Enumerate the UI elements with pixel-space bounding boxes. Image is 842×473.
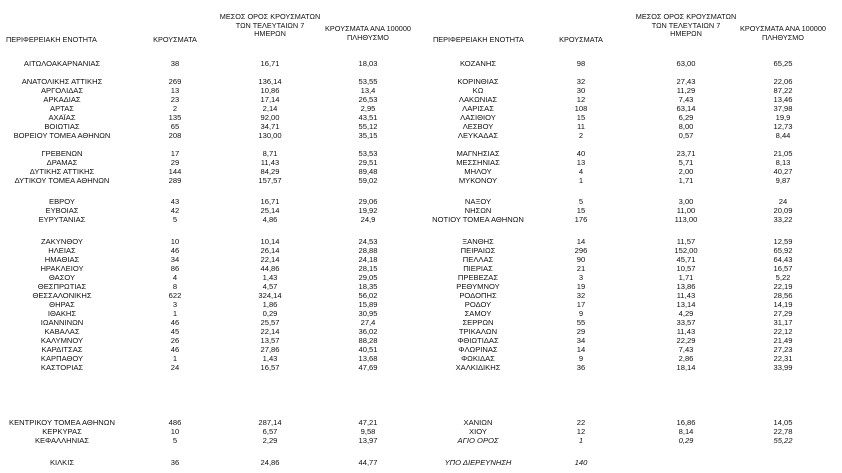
avg-7-days-value: 11,00 (676, 206, 696, 215)
region-name: ΛΑΣΙΘΙΟΥ (460, 113, 496, 122)
left-header-per100k (325, 25, 411, 42)
region-name: ΘΕΣΣΑΛΟΝΙΚΗΣ (32, 291, 92, 300)
per-100k-value: 21,49 (773, 336, 793, 345)
avg-7-days-value: 16,86 (676, 418, 696, 427)
right-header-region (433, 36, 524, 45)
cases-value: 21 (576, 264, 586, 273)
region-name: ΑΝΑΤΟΛΙΚΗΣ ΑΤΤΙΚΗΣ (21, 77, 103, 86)
avg-7-days-value: 84,29 (260, 167, 280, 176)
avg-7-days-value: 16,71 (260, 59, 280, 68)
per-100k-value: 53,53 (358, 149, 378, 158)
avg-7-days-value: 10,57 (676, 264, 696, 273)
header-text: ΠΕΡΙΦΕΡΕΙΑΚΗ ΕΝΟΤΗΤΑ (6, 35, 97, 44)
cases-value: 12 (576, 95, 586, 104)
region-name: ΑΧΑΪΑΣ (48, 113, 76, 122)
per-100k-value: 16,57 (773, 264, 793, 273)
per-100k-value: 87,22 (773, 86, 793, 95)
avg-7-days-value: 6,29 (678, 113, 694, 122)
avg-7-days-value: 157,57 (258, 176, 282, 185)
cases-value: 176 (574, 215, 588, 224)
per-100k-value: 22,06 (773, 77, 793, 86)
per-100k-value: 35,15 (358, 131, 378, 140)
per-100k-value: 9,87 (775, 176, 791, 185)
per-100k-value: 22,31 (773, 354, 793, 363)
cases-value: 55 (576, 318, 586, 327)
region-name: ΦΩΚΙΔΑΣ (461, 354, 495, 363)
region-name: ΛΕΣΒΟΥ (462, 122, 494, 131)
avg-7-days-value: 33,57 (676, 318, 696, 327)
cases-value: 296 (574, 246, 588, 255)
right-header-avg (636, 13, 736, 39)
avg-7-days-value: 0,57 (678, 131, 694, 140)
region-name: ΡΕΘΥΜΝΟΥ (456, 282, 500, 291)
per-100k-value: 27,4 (360, 318, 376, 327)
avg-7-days-value: 8,00 (678, 122, 694, 131)
per-100k-value: 55,12 (358, 122, 378, 131)
per-100k-value: 22,78 (773, 427, 793, 436)
avg-7-days-value: 4,29 (678, 309, 694, 318)
cases-value: 46 (170, 246, 180, 255)
region-name: ΚΑΛΥΜΝΟΥ (40, 336, 84, 345)
cases-value: 98 (576, 59, 586, 68)
avg-7-days-value: 5,71 (678, 158, 694, 167)
left-header-region (6, 36, 97, 45)
avg-7-days-value: 11,57 (676, 237, 696, 246)
header-text: ΠΛΗΘΥΣΜΟ (762, 32, 804, 42)
region-name: ΜΑΓΝΗΣΙΑΣ (456, 149, 500, 158)
per-100k-value: 14,19 (773, 300, 793, 309)
avg-7-days-value: 4,57 (262, 282, 278, 291)
per-100k-value: 19,92 (358, 206, 378, 215)
avg-7-days-value: 1,71 (678, 176, 694, 185)
cases-value: 1 (172, 309, 178, 318)
cases-value: 65 (170, 122, 180, 131)
region-name: ΠΕΛΛΑΣ (462, 255, 494, 264)
region-name: ΕΥΡΥΤΑΝΙΑΣ (38, 215, 86, 224)
region-name: ΒΟΡΕΙΟΥ ΤΟΜΕΑ ΑΘΗΝΩΝ (13, 131, 111, 140)
header-text: ΚΡΟΥΣΜΑΤΑ (559, 35, 603, 44)
avg-7-days-value: 26,14 (260, 246, 280, 255)
avg-7-days-value: 2,86 (678, 354, 694, 363)
region-name: ΛΕΥΚΑΔΑΣ (457, 131, 499, 140)
per-100k-value: 59,02 (358, 176, 378, 185)
cases-value: 144 (168, 167, 182, 176)
region-name: ΗΡΑΚΛΕΙΟΥ (40, 264, 84, 273)
region-name: ΝΑΞΟΥ (464, 197, 492, 206)
avg-7-days-value: 22,29 (676, 336, 696, 345)
region-name: ΦΛΩΡΙΝΑΣ (458, 345, 498, 354)
region-name: ΗΛΕΙΑΣ (48, 246, 76, 255)
region-name: ΒΟΙΩΤΙΑΣ (44, 122, 80, 131)
cases-value: 29 (170, 158, 180, 167)
avg-7-days-value: 27,86 (260, 345, 280, 354)
avg-7-days-value: 16,71 (260, 197, 280, 206)
region-name: ΓΡΕΒΕΝΩΝ (41, 149, 83, 158)
avg-7-days-value: 8,71 (262, 149, 278, 158)
region-name: ΜΥΚΟΝΟΥ (458, 176, 498, 185)
per-100k-value: 13,4 (360, 86, 376, 95)
per-100k-value: 65,25 (773, 59, 793, 68)
avg-7-days-value: 11,43 (260, 158, 280, 167)
region-name: ΚΑΡΔΙΤΣΑΣ (41, 345, 83, 354)
region-name: ΑΡΚΑΔΙΑΣ (43, 95, 81, 104)
cases-value: 17 (170, 149, 180, 158)
avg-7-days-value: 22,14 (260, 255, 280, 264)
avg-7-days-value: 136,14 (258, 77, 282, 86)
cases-value: 36 (576, 363, 586, 372)
per-100k-value: 8,44 (775, 131, 791, 140)
avg-7-days-value: 7,43 (678, 95, 694, 104)
region-name: ΖΑΚΥΝΘΟΥ (41, 237, 83, 246)
cases-value: 46 (170, 345, 180, 354)
region-name: ΝΟΤΙΟΥ ΤΟΜΕΑ ΑΘΗΝΩΝ (432, 215, 524, 224)
avg-7-days-value: 7,43 (678, 345, 694, 354)
region-name: ΚΕΝΤΡΙΚΟΥ ΤΟΜΕΑ ΑΘΗΝΩΝ (9, 418, 115, 427)
region-name: ΥΠΟ ΔΙΕΡΕΥΝΗΣΗ (444, 458, 512, 467)
avg-7-days-value: 18,14 (676, 363, 696, 372)
region-name: ΑΡΓΟΛΙΔΑΣ (40, 86, 84, 95)
per-100k-value: 27,23 (773, 345, 793, 354)
per-100k-value: 12,59 (773, 237, 793, 246)
cases-value: 9 (578, 354, 584, 363)
per-100k-value: 19,9 (775, 113, 791, 122)
per-100k-value: 44,77 (358, 458, 378, 467)
avg-7-days-value: 92,00 (260, 113, 280, 122)
per-100k-value: 47,69 (358, 363, 378, 372)
cases-value: 32 (576, 291, 586, 300)
right-header-per100k (740, 25, 826, 42)
cases-value: 11 (577, 122, 585, 131)
per-100k-value: 28,88 (358, 246, 378, 255)
avg-7-days-value: 13,14 (676, 300, 696, 309)
per-100k-value: 13,68 (358, 354, 378, 363)
per-100k-value: 36,02 (358, 327, 378, 336)
avg-7-days-value: 13,86 (676, 282, 696, 291)
region-name: ΕΒΡΟΥ (49, 197, 75, 206)
region-name: ΑΓΙΟ ΟΡΟΣ (457, 436, 499, 445)
avg-7-days-value: 22,14 (260, 327, 280, 336)
cases-value: 289 (168, 176, 182, 185)
avg-7-days-value: 24,86 (260, 458, 280, 467)
avg-7-days-value: 8,14 (678, 427, 694, 436)
cases-value: 3 (172, 300, 178, 309)
region-name: ΑΡΤΑΣ (50, 104, 74, 113)
header-text: ΜΕΣΟΣ ΟΡΟΣ ΚΡΟΥΣΜΑΤΩΝ (219, 12, 321, 21)
region-name: ΚΑΒΑΛΑΣ (44, 327, 80, 336)
header-text: ΗΜΕΡΩΝ (670, 29, 702, 39)
per-100k-value: 33,22 (773, 215, 793, 224)
avg-7-days-value: 63,00 (676, 59, 696, 68)
avg-7-days-value: 2,29 (262, 436, 278, 445)
avg-7-days-value: 0,29 (262, 309, 278, 318)
cases-value: 30 (576, 86, 586, 95)
cases-value: 622 (168, 291, 182, 300)
avg-7-days-value: 11,43 (676, 291, 696, 300)
region-name: ΘΑΣΟΥ (48, 273, 76, 282)
per-100k-value: 20,09 (773, 206, 793, 215)
per-100k-value: 37,98 (773, 104, 793, 113)
cases-value: 26 (170, 336, 180, 345)
region-name: ΤΡΙΚΑΛΩΝ (458, 327, 498, 336)
cases-value: 32 (576, 77, 586, 86)
cases-value: 29 (576, 327, 586, 336)
region-name: ΘΕΣΠΡΩΤΙΑΣ (37, 282, 87, 291)
header-text: ΤΩΝ ΤΕΛΕΥΤΑΙΩΝ 7 (235, 20, 305, 30)
region-name: ΛΑΡΙΣΑΣ (462, 104, 494, 113)
region-name: ΚΕΡΚΥΡΑΣ (42, 427, 82, 436)
cases-value: 40 (576, 149, 586, 158)
region-name: ΑΙΤΩΛΟΑΚΑΡΝΑΝΙΑΣ (23, 59, 101, 68)
per-100k-value: 2,95 (360, 104, 376, 113)
avg-7-days-value: 11,43 (676, 327, 696, 336)
per-100k-value: 88,28 (358, 336, 378, 345)
region-name: ΚΟΡΙΝΘΙΑΣ (457, 77, 499, 86)
per-100k-value: 27,29 (773, 309, 793, 318)
avg-7-days-value: 25,14 (260, 206, 280, 215)
cases-value: 86 (170, 264, 180, 273)
per-100k-value: 14,05 (773, 418, 793, 427)
per-100k-value: 26,53 (358, 95, 378, 104)
avg-7-days-value: 324,14 (258, 291, 282, 300)
cases-value: 46 (170, 318, 180, 327)
cases-value: 13 (170, 86, 180, 95)
avg-7-days-value: 44,86 (260, 264, 280, 273)
cases-value: 8 (172, 282, 178, 291)
per-100k-value: 31,17 (773, 318, 793, 327)
per-100k-value: 28,15 (358, 264, 378, 273)
avg-7-days-value: 113,00 (674, 215, 698, 224)
avg-7-days-value: 0,29 (678, 436, 694, 445)
cases-value: 269 (168, 77, 182, 86)
cases-value: 2 (172, 104, 178, 113)
region-name: ΧΙΟΥ (469, 427, 487, 436)
per-100k-value: 12,73 (773, 122, 793, 131)
avg-7-days-value: 1,43 (262, 273, 278, 282)
avg-7-days-value: 17,14 (260, 95, 280, 104)
cases-value: 10 (170, 237, 180, 246)
region-name: ΣΑΜΟΥ (464, 309, 492, 318)
avg-7-days-value: 10,86 (260, 86, 280, 95)
region-name: ΔΥΤΙΚΟΥ ΤΟΜΕΑ ΑΘΗΝΩΝ (14, 176, 110, 185)
header-text: ΠΕΡΙΦΕΡΕΙΑΚΗ ΕΝΟΤΗΤΑ (433, 35, 524, 44)
per-100k-value: 56,02 (358, 291, 378, 300)
per-100k-value: 24,53 (358, 237, 378, 246)
cases-value: 22 (576, 418, 586, 427)
header-text: ΠΛΗΘΥΣΜΟ (347, 32, 389, 42)
header-text: ΗΜΕΡΩΝ (254, 29, 286, 39)
per-100k-value: 40,51 (358, 345, 378, 354)
region-name: ΠΡΕΒΕΖΑΣ (457, 273, 499, 282)
cases-value: 2 (578, 131, 584, 140)
left-header-cases (153, 36, 197, 45)
per-100k-value: 8,13 (775, 158, 791, 167)
region-name: ΦΘΙΩΤΙΔΑΣ (457, 336, 499, 345)
header-text: ΚΡΟΥΣΜΑΤΑ ΑΝΑ 100000 (325, 24, 411, 33)
per-100k-value: 21,05 (773, 149, 793, 158)
per-100k-value: 18,35 (358, 282, 378, 291)
per-100k-value: 9,58 (360, 427, 376, 436)
per-100k-value: 13,97 (358, 436, 378, 445)
cases-value: 34 (576, 336, 586, 345)
per-100k-value: 65,92 (773, 246, 793, 255)
cases-value: 13 (576, 158, 586, 167)
region-name: ΕΥΒΟΙΑΣ (45, 206, 79, 215)
cases-value: 12 (576, 427, 586, 436)
per-100k-value: 29,06 (358, 197, 378, 206)
avg-7-days-value: 1,71 (678, 273, 694, 282)
per-100k-value: 47,21 (358, 418, 378, 427)
cases-value: 24 (170, 363, 180, 372)
avg-7-days-value: 152,00 (674, 246, 698, 255)
cases-value: 15 (576, 206, 586, 215)
region-name: ΠΕΙΡΑΙΩΣ (460, 246, 496, 255)
per-100k-value: 28,56 (773, 291, 793, 300)
avg-7-days-value: 3,00 (678, 197, 694, 206)
cases-value: 5 (172, 436, 178, 445)
per-100k-value: 24,9 (360, 215, 376, 224)
per-100k-value: 18,03 (358, 59, 378, 68)
per-100k-value: 30,95 (358, 309, 378, 318)
per-100k-value: 22,19 (773, 282, 793, 291)
region-name: ΣΕΡΡΩΝ (462, 318, 494, 327)
region-name: ΡΟΔΟΥ (464, 300, 492, 309)
avg-7-days-value: 1,43 (262, 354, 278, 363)
region-name: ΧΑΛΚΙΔΙΚΗΣ (455, 363, 501, 372)
cases-value: 14 (576, 237, 586, 246)
avg-7-days-value: 63,14 (676, 104, 696, 113)
cases-value: 14 (576, 345, 586, 354)
per-100k-value: 29,51 (358, 158, 378, 167)
avg-7-days-value: 16,57 (260, 363, 280, 372)
per-100k-value: 13,46 (773, 95, 793, 104)
cases-value: 23 (170, 95, 180, 104)
per-100k-value: 53,55 (358, 77, 378, 86)
cases-value: 19 (576, 282, 586, 291)
cases-value: 1 (578, 176, 584, 185)
region-name: ΡΟΔΟΠΗΣ (459, 291, 497, 300)
avg-7-days-value: 2,00 (678, 167, 694, 176)
header-text: ΚΡΟΥΣΜΑΤΑ ΑΝΑ 100000 (740, 24, 826, 33)
cases-value: 486 (168, 418, 182, 427)
region-name: ΘΗΡΑΣ (49, 300, 75, 309)
per-100k-value: 40,27 (773, 167, 793, 176)
region-name: ΚΟΖΑΝΗΣ (459, 59, 497, 68)
per-100k-value: 24 (778, 197, 788, 206)
header-text: ΚΡΟΥΣΜΑΤΑ (153, 35, 197, 44)
avg-7-days-value: 4,86 (262, 215, 278, 224)
cases-value: 34 (170, 255, 180, 264)
cases-value: 140 (574, 458, 588, 467)
region-name: ΚΩ (472, 86, 484, 95)
cases-value: 1 (172, 354, 178, 363)
region-name: ΔΡΑΜΑΣ (46, 158, 78, 167)
region-name: ΗΜΑΘΙΑΣ (44, 255, 80, 264)
cases-value: 108 (574, 104, 588, 113)
left-header-avg (220, 13, 320, 39)
region-name: ΚΑΣΤΟΡΙΑΣ (40, 363, 84, 372)
avg-7-days-value: 1,86 (262, 300, 278, 309)
cases-value: 42 (170, 206, 180, 215)
per-100k-value: 55,22 (773, 436, 793, 445)
per-100k-value: 5,22 (775, 273, 791, 282)
region-name: ΙΘΑΚΗΣ (47, 309, 77, 318)
region-name: ΞΑΝΘΗΣ (462, 237, 494, 246)
cases-value: 5 (578, 197, 584, 206)
region-name: ΔΥΤΙΚΗΣ ΑΤΤΙΚΗΣ (29, 167, 95, 176)
cases-value: 90 (576, 255, 586, 264)
header-text: ΤΩΝ ΤΕΛΕΥΤΑΙΩΝ 7 (651, 20, 721, 30)
region-name: ΜΗΛΟΥ (464, 167, 492, 176)
cases-value: 208 (168, 131, 182, 140)
cases-value: 38 (170, 59, 180, 68)
per-100k-value: 22,12 (773, 327, 793, 336)
cases-value: 43 (170, 197, 180, 206)
region-name: ΛΑΚΩΝΙΑΣ (458, 95, 498, 104)
avg-7-days-value: 27,43 (676, 77, 696, 86)
avg-7-days-value: 34,71 (260, 122, 280, 131)
avg-7-days-value: 2,14 (262, 104, 278, 113)
per-100k-value: 43,51 (358, 113, 378, 122)
avg-7-days-value: 11,29 (676, 86, 696, 95)
avg-7-days-value: 287,14 (258, 418, 282, 427)
per-100k-value: 33,99 (773, 363, 793, 372)
cases-value: 36 (170, 458, 180, 467)
per-100k-value: 29,05 (358, 273, 378, 282)
region-name: ΚΕΦΑΛΛΗΝΙΑΣ (34, 436, 90, 445)
cases-value: 9 (578, 309, 584, 318)
region-name: ΜΕΣΣΗΝΙΑΣ (456, 158, 500, 167)
avg-7-days-value: 45,71 (676, 255, 696, 264)
per-100k-value: 24,18 (358, 255, 378, 264)
right-header-cases (559, 36, 603, 45)
cases-value: 4 (172, 273, 178, 282)
cases-value: 4 (578, 167, 584, 176)
avg-7-days-value: 23,71 (676, 149, 696, 158)
cases-value: 45 (170, 327, 180, 336)
per-100k-value: 64,43 (773, 255, 793, 264)
region-name: ΝΗΣΩΝ (464, 206, 492, 215)
region-name: ΠΙΕΡΙΑΣ (463, 264, 493, 273)
region-name: ΚΑΡΠΑΘΟΥ (40, 354, 84, 363)
cases-value: 15 (576, 113, 586, 122)
cases-value: 1 (578, 436, 584, 445)
avg-7-days-value: 130,00 (258, 131, 282, 140)
cases-value: 135 (168, 113, 182, 122)
region-name: ΙΩΑΝΝΙΝΩΝ (40, 318, 84, 327)
avg-7-days-value: 10,14 (260, 237, 280, 246)
region-name: ΧΑΝΙΩΝ (463, 418, 493, 427)
per-100k-value: 15,89 (358, 300, 378, 309)
cases-value: 3 (578, 273, 584, 282)
cases-value: 5 (172, 215, 178, 224)
avg-7-days-value: 25,57 (260, 318, 280, 327)
region-name: ΚΙΛΚΙΣ (49, 458, 75, 467)
per-100k-value: 89,48 (358, 167, 378, 176)
avg-7-days-value: 13,57 (260, 336, 280, 345)
cases-value: 10 (170, 427, 180, 436)
cases-value: 17 (576, 300, 586, 309)
avg-7-days-value: 6,57 (262, 427, 278, 436)
header-text: ΜΕΣΟΣ ΟΡΟΣ ΚΡΟΥΣΜΑΤΩΝ (635, 12, 737, 21)
